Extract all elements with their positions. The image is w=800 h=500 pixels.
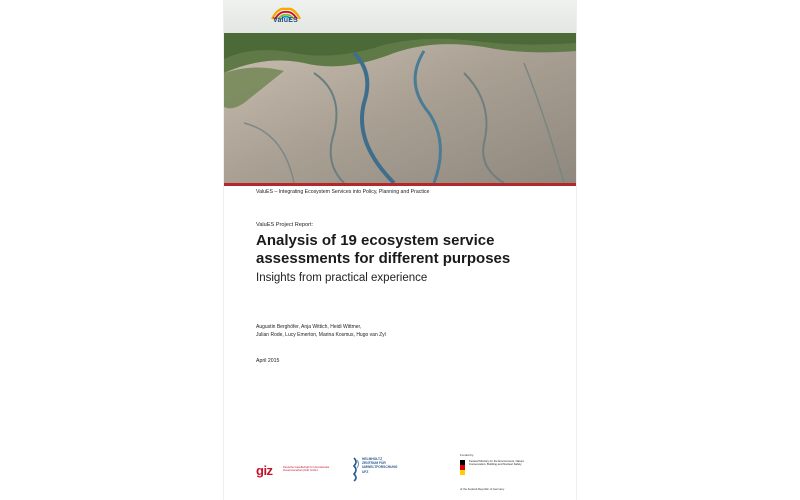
bmub-logo	[460, 453, 540, 493]
ufz-text	[362, 457, 422, 474]
report-cover	[224, 0, 576, 500]
bmub-text: Federal Ministry for the Environment, Nature Conservation, Building and Nuclear Safety	[469, 459, 525, 467]
title-line-2: assessments for different purposes	[256, 249, 511, 267]
aerial-photo	[224, 33, 576, 183]
giz-mark: giz	[256, 463, 273, 478]
ufz-logo	[352, 456, 422, 488]
authors-line-1: Augustin Berghöfer, Anja Wittich, Heidi Wittmer,	[256, 324, 362, 330]
authors	[256, 323, 556, 339]
logo-text: ValuES	[273, 17, 298, 24]
tagline: ValuES – Integrating Ecosystem Services into Policy, Planning and Practice	[256, 189, 430, 195]
header-band	[224, 0, 576, 33]
title-line-1: Analysis of 19 ecosystem service	[256, 232, 495, 249]
giz-logo	[256, 462, 330, 480]
publication-date: April 2015	[256, 358, 280, 364]
german-flag-icon	[460, 460, 465, 475]
bmub-country: of the Federal Republic of Germany	[460, 487, 505, 491]
ufz-emblem-icon	[352, 456, 361, 482]
accent-rule	[224, 183, 576, 186]
ufz-text-line-1: HELMHOLTZ	[362, 457, 383, 461]
report-title	[256, 232, 566, 267]
ufz-text-line-3: UMWELTFORSCHUNG	[362, 465, 398, 470]
ufz-text-line-2: ZENTRUM FÜR	[362, 461, 386, 466]
report-label: ValuES Project Report:	[256, 222, 314, 228]
report-subtitle: Insights from practical experience	[256, 272, 428, 284]
bmub-funded-by: Funded by:	[460, 453, 474, 457]
giz-text: Deutsche Gesellschaft für Internationale Zusammenarbeit (GIZ) GmbH	[283, 466, 330, 473]
authors-line-2: Julian Rode, Lucy Emerton, Marina Kosmus, Hugo van Zyl	[256, 332, 386, 338]
ufz-text-line-4: UFZ	[362, 469, 369, 474]
